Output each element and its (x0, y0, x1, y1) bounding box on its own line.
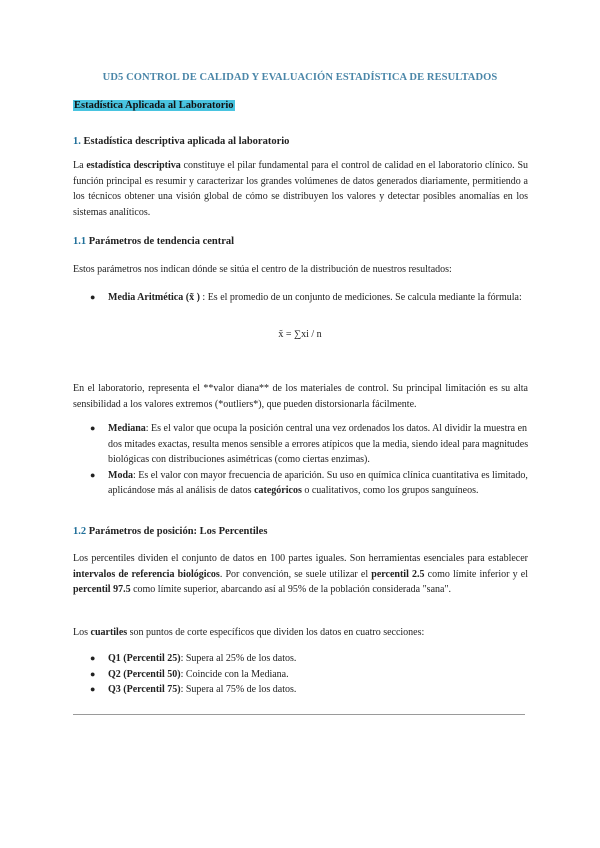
bold-term: Moda (108, 469, 133, 481)
bullet-icon: ● (90, 469, 96, 480)
paragraph-cuartiles (73, 625, 528, 641)
text-run: Los percentiles dividen el conjunto de datos en 100 partes iguales. Son herramientas esenciales para establecer (73, 553, 528, 564)
bullet-icon: ● (90, 423, 96, 433)
list-item (90, 421, 530, 468)
text-run: : Es el promedio de un conjunto de mediciones. Se calcula mediante la fórmula: (199, 292, 522, 303)
heading-text: Parámetros de posición: Los Percentiles (88, 526, 268, 537)
list-mediana-moda (90, 421, 530, 499)
heading-number: 1. (73, 136, 81, 147)
bullet-icon: ● (90, 668, 96, 679)
heading-section-1-1 (73, 236, 234, 247)
text-run: : Supera al 25% de los datos. (180, 653, 297, 664)
list-item (90, 290, 530, 306)
bold-term: estadística descriptiva (86, 160, 181, 171)
text-run: : Es el valor con mayor frecuencia de aparición. Su uso en química clínica cuantitativa es limitado, aplicándose más al análisis de datos (108, 469, 528, 496)
bold-term: intervalos de referencia biológicos (73, 568, 220, 580)
heading-text: Estadística descriptiva aplicada al laboratorio (83, 136, 290, 147)
text-run: constituye el pilar fundamental para el control de calidad en el laboratorio clínico. Su función principal es resumir y caracterizar los grandes volúmenes de datos generados diariamente, permitiendo a los técnicos obtener una visión global de cómo se distribuyen los valores y detectar posibles anomalías en los sistemas analíticos. (73, 160, 529, 218)
text-run: son puntos de corte específicos que dividen los datos en cuatro secciones: (127, 627, 425, 638)
bullet-icon: ● (90, 653, 96, 663)
text-run: como límite inferior y el (424, 568, 528, 580)
paragraph-percentiles (73, 551, 528, 598)
bold-term: Q3 (Percentil 75) (108, 684, 181, 695)
text-run: o cualitativos, como los grupos sanguíneos. (301, 485, 479, 496)
bold-term: Q2 (Percentil 50) (108, 668, 181, 680)
list-media (90, 290, 530, 306)
heading-number: 1.2 (73, 526, 87, 537)
bold-term: percentil 97.5 (73, 584, 131, 595)
list-item (90, 667, 530, 683)
list-cuartiles (90, 651, 530, 698)
bullet-icon: ● (90, 684, 96, 694)
list-item (90, 682, 530, 698)
bold-term: Q1 (Percentil 25) (108, 653, 181, 664)
list-item (90, 468, 530, 499)
heading-text: Parámetros de tendencia central (88, 236, 235, 247)
paragraph-descriptiva (73, 158, 528, 220)
bold-term: Media Aritmética (x̃ ) (108, 292, 200, 303)
bold-term: cuartiles (90, 627, 128, 638)
document-title: UD5 CONTROL DE CALIDAD Y EVALUACIÓN ESTADÍSTICA DE RESULTADOS (102, 72, 498, 83)
heading-section-1-2 (73, 526, 267, 537)
bold-term: percentil 2.5 (371, 568, 425, 580)
paragraph-valor-diana: En el laboratorio, representa el **valor diana** de los materiales de control. Su principal limitación es su alta sensibilidad a los valores extremos (*outliers*), que pueden distorsionarla fácilmente. (73, 383, 528, 410)
horizontal-divider (73, 714, 525, 715)
formula-media: x̃ = ∑xi / n (278, 329, 322, 340)
bullet-icon: ● (90, 292, 96, 302)
bold-term: Mediana (108, 423, 146, 434)
paragraph-intro-tendencia: Estos parámetros nos indican dónde se sitúa el centro de la distribución de nuestros resultados: (73, 264, 452, 275)
heading-section-1 (73, 136, 289, 147)
heading-number: 1.1 (73, 236, 87, 247)
text-run: : Coincide con la Mediana. (180, 668, 289, 680)
list-item (90, 651, 530, 667)
section-highlight-heading: Estadística Aplicada al Laboratorio (74, 100, 234, 111)
text-run: como límite superior, abarcando así al 95% de la población considerada "sana". (130, 584, 452, 595)
text-run: : Es el valor que ocupa la posición central una vez ordenados los datos. Al dividir la muestra en dos mitades exactas, resulta menos sensible a errores atípicos que la media, siendo ideal para magnitudes biológicas con distribuciones asimétricas (como ciertas enzimas). (108, 423, 529, 465)
text-run: Los (73, 627, 91, 638)
bold-term: categóricos (254, 485, 302, 496)
text-run: . Por convención, se suele utilizar el (219, 568, 372, 580)
text-run: La (73, 160, 87, 171)
text-run: : Supera al 75% de los datos. (180, 684, 297, 695)
